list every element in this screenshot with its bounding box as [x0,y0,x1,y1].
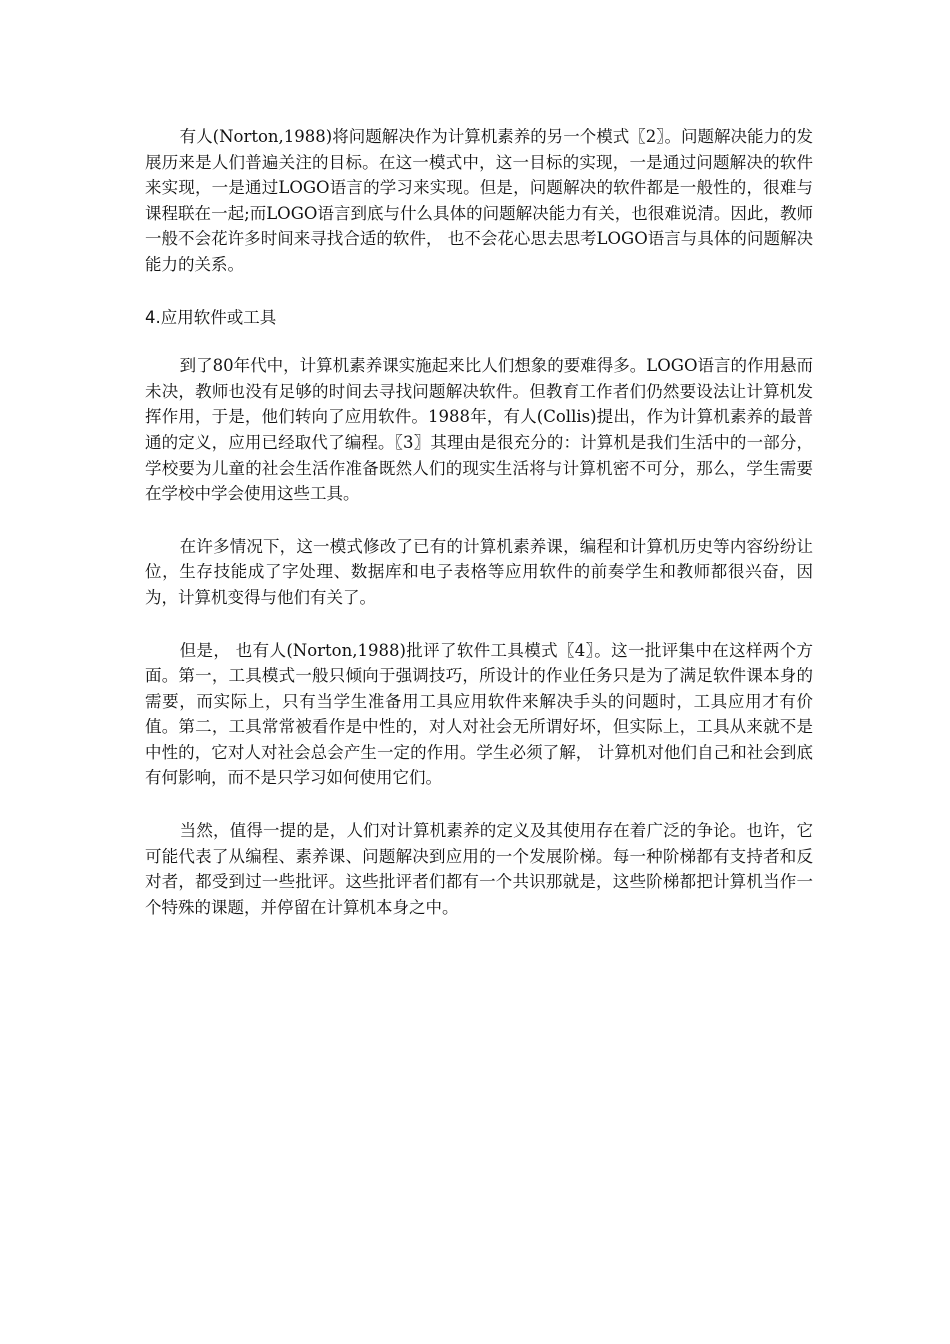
paragraph-conclusion: 当然，值得一提的是，人们对计算机素养的定义及其使用存在着广泛的争论。也许，它可能代表了从编程、素养课、问题解决到应用的一个发展阶梯。每一种阶梯都有支持者和反对者，都受到过一些批评。这些批评者们都有一个共识那就是，这些阶梯都把计算机当作一个特殊的课题，并停留在计算机本身之中。 [145,821,813,917]
document-body [145,124,813,920]
paragraph-application-software-intro: 到了80年代中，计算机素养课实施起来比人们想象的要难得多。LOGO语言的作用悬而未决，教师也没有足够的时间去寻找问题解决软件。但教育工作者们仍然要设法让计算机发挥作用，于是，他们转向了应用软件。1988年，有人(Collis)提出，作为计算机素养的最普通的定义，应用已经取代了编程。〖3〗其理由是很充分的：计算机是我们生活中的一部分，学校要为儿童的社会生活作准备既然人们的现实生活将与计算机密不可分，那么，学生需要在学校中学会使用这些工具。 [145,356,813,504]
paragraph-problem-solving: 有人(Norton,1988)将问题解决作为计算机素养的另一个模式〖2〗。问题解决能力的发展历来是人们普遍关注的目标。在这一模式中，这一目标的实现，一是通过问题解决的软件来实现，一是通过LOGO语言的学习来实现。但是，问题解决的软件都是一般性的，很难与课程联在一起;而LOGO语言到底与什么具体的问题解决能力有关，也很难说清。因此，教师一般不会花许多时间来寻找合适的软件， 也不会花心思去思考LOGO语言与具体的问题解决能力的关系。 [145,127,813,274]
section-heading-application-software: 4.应用软件或工具 [145,307,277,327]
paragraph-model-changes: 在许多情况下，这一模式修改了已有的计算机素养课，编程和计算机历史等内容纷纷让位，生存技能成了字处理、数据库和电子表格等应用软件的前奏学生和教师都很兴奋，因为，计算机变得与他们有关了。 [145,536,813,607]
paragraph-criticism: 但是， 也有人(Norton,1988)批评了软件工具模式〖4〗。这一批评集中在这样两个方面。第一，工具模式一般只倾向于强调技巧，所设计的作业任务只是为了满足软件课本身的需要，而实际上，只有当学生准备用工具应用软件来解决手头的问题时，工具应用才有价值。第二，工具常常被看作是中性的，对人对社会无所谓好坏，但实际上，工具从来就不是中性的，它对人对社会总会产生一定的作用。学生必须了解， 计算机对他们自己和社会到底有何影响，而不是只学习如何使用它们。 [145,640,813,788]
